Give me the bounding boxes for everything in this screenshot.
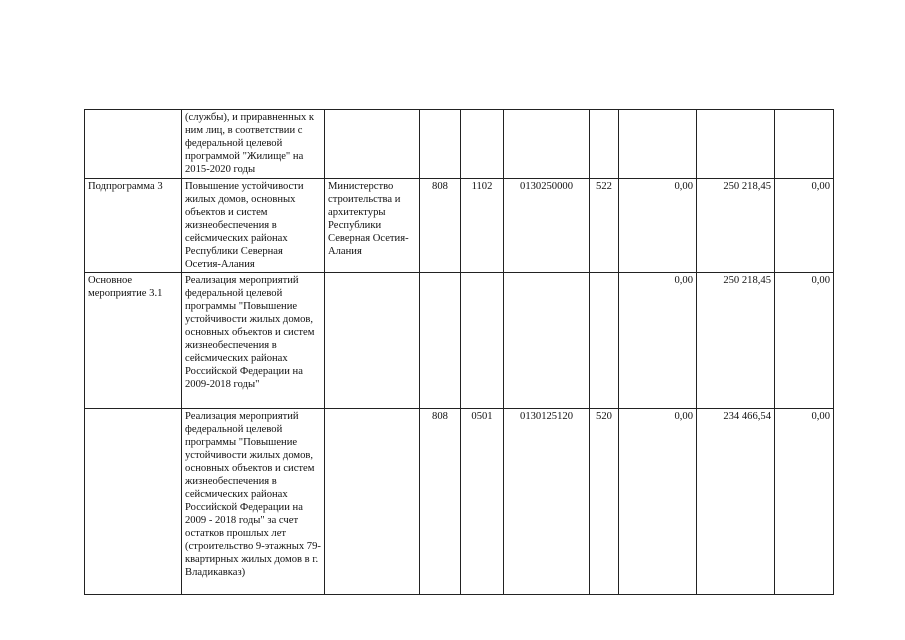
rzpr-cell (461, 273, 504, 409)
grbs-cell (420, 273, 461, 409)
measure-name-cell: Реализация мероприятий федеральной целевой программы "Повышение устойчивости жилых домов, основных объектов и систем жизнеобеспечения в сейсмических районах Российской Федерации на 2009 - 2018 годы" за счет остатков прошлых лет (строительство 9-этажных 79-квартирных жилых домов в г. Владикавказ) (182, 409, 325, 595)
grbs-cell: 808 (420, 179, 461, 273)
csr-cell (504, 273, 590, 409)
rzpr-cell: 1102 (461, 179, 504, 273)
table-row (85, 273, 834, 409)
value-3-cell: 0,00 (775, 409, 834, 595)
value-1-cell: 0,00 (619, 409, 697, 595)
budget-table (84, 109, 834, 595)
value-2-cell (697, 110, 775, 179)
program-cell (85, 110, 182, 179)
rzpr-cell (461, 110, 504, 179)
program-cell: Подпрограмма 3 (85, 179, 182, 273)
vr-cell (590, 273, 619, 409)
vr-cell: 522 (590, 179, 619, 273)
value-1-cell: 0,00 (619, 179, 697, 273)
measure-name-cell: (службы), и приравненных к ним лиц, в соответствии с федеральной целевой программой "Жилище" на 2015-2020 годы (182, 110, 325, 179)
grbs-cell (420, 110, 461, 179)
program-cell (85, 409, 182, 595)
executor-cell (325, 273, 420, 409)
value-2-cell: 250 218,45 (697, 273, 775, 409)
executor-cell: Министерство строительства и архитектуры Республики Северная Осетия-Алания (325, 179, 420, 273)
value-3-cell (775, 110, 834, 179)
executor-cell (325, 110, 420, 179)
value-2-cell: 234 466,54 (697, 409, 775, 595)
vr-cell: 520 (590, 409, 619, 595)
grbs-cell: 808 (420, 409, 461, 595)
table-row (85, 179, 834, 273)
table-row (85, 409, 834, 595)
measure-name-cell: Реализация мероприятий федеральной целевой программы "Повышение устойчивости жилых домов, основных объектов и систем жизнеобеспечения в сейсмических районах Российской Федерации на 2009-2018 годы" (182, 273, 325, 409)
executor-cell (325, 409, 420, 595)
rzpr-cell: 0501 (461, 409, 504, 595)
value-3-cell: 0,00 (775, 179, 834, 273)
csr-cell: 0130125120 (504, 409, 590, 595)
value-1-cell: 0,00 (619, 273, 697, 409)
measure-name-cell: Повышение устойчивости жилых домов, основных объектов и систем жизнеобеспечения в сейсмических районах Республики Северная Осетия-Алания (182, 179, 325, 273)
vr-cell (590, 110, 619, 179)
value-1-cell (619, 110, 697, 179)
value-3-cell: 0,00 (775, 273, 834, 409)
program-cell: Основное мероприятие 3.1 (85, 273, 182, 409)
csr-cell: 0130250000 (504, 179, 590, 273)
table-row (85, 110, 834, 179)
value-2-cell: 250 218,45 (697, 179, 775, 273)
csr-cell (504, 110, 590, 179)
